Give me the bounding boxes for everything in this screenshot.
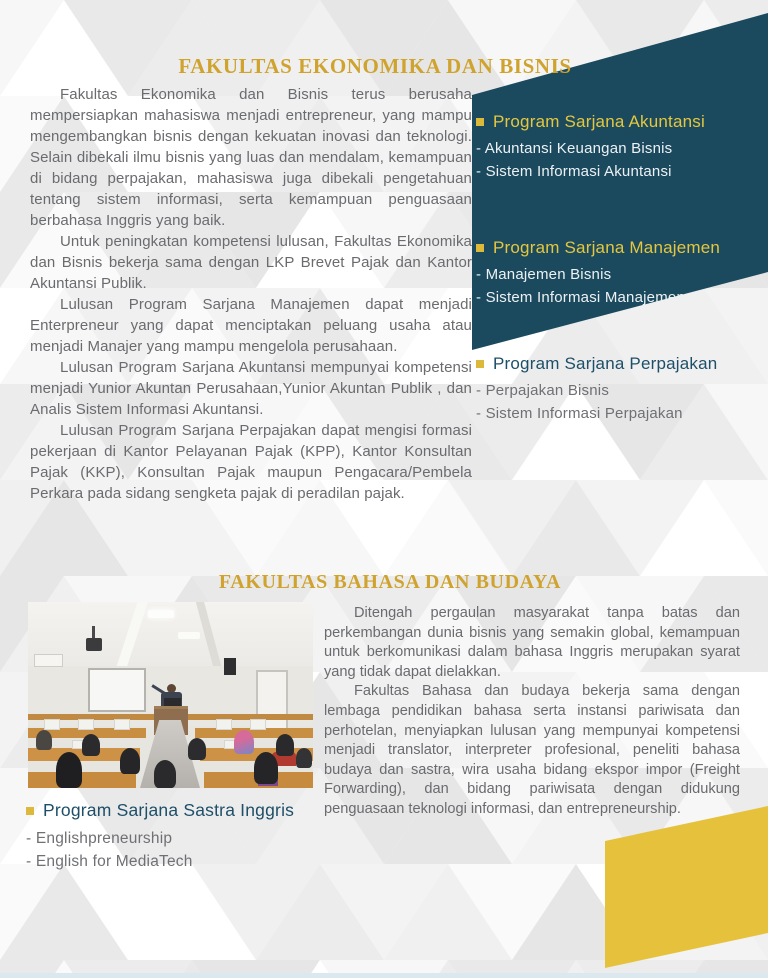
photo-student [296, 748, 312, 768]
paragraph: Lulusan Program Sarjana Akuntansi mempunyai kompetensi menjadi Yunior Akuntan Perusahaan,Yunior Akuntan Publik , dan Analis Sistem Informasi Akuntansi. [30, 359, 472, 418]
photo-student [120, 748, 140, 774]
program-item: - Sistem Informasi Perpajakan [476, 404, 683, 422]
photo-speaker [224, 658, 236, 675]
photo-monitor [44, 719, 60, 730]
fbb-section-title: FAKULTAS BAHASA DAN BUDAYA [218, 571, 562, 594]
photo-student [154, 760, 176, 788]
photo-monitor [250, 719, 266, 730]
paragraph: Lulusan Program Sarjana Manajemen dapat menjadi Enterpreneur yang dapat menciptakan peluang usaha atau menjadi Manajer yang mampu mengelola perusahaan. [30, 296, 472, 355]
program-title: Program Sarjana Sastra Inggris [43, 800, 295, 820]
photo-ceiling-light [178, 632, 200, 639]
paragraph: Ditengah pergaulan masyarakat tanpa batas dan perkembangan dunia bisnis yang semakin global, kemampuan untuk berkomunikasi dalam bahasa Inggris merupakan syarat yang tidak dapat dielakkan. [324, 605, 740, 680]
program-block-manajemen [476, 238, 720, 309]
square-bullet-icon [476, 360, 484, 368]
photo-monitor [114, 719, 130, 730]
photo-student [82, 734, 100, 756]
photo-student [276, 734, 294, 756]
photo-ceiling-light [148, 610, 174, 618]
photo-desk-row [28, 772, 136, 788]
square-bullet-icon [476, 244, 484, 252]
photo-student [36, 730, 52, 750]
square-bullet-icon [26, 807, 34, 815]
program-block-akuntansi [476, 112, 705, 183]
fbb-body-text [324, 604, 740, 820]
program-item: - Perpajakan Bisnis [476, 382, 610, 399]
photo-student [56, 752, 82, 788]
photo-monitor [78, 719, 94, 730]
program-block-perpajakan [476, 354, 717, 425]
feb-section-title: FAKULTAS EKONOMIKA DAN BISNIS [178, 54, 572, 79]
photo-student [188, 738, 206, 760]
program-item: - Manajemen Bisnis [476, 266, 612, 283]
photo-projector-mount [92, 626, 95, 638]
paragraph: Fakultas Ekonomika dan Bisnis terus berusaha mempersiapkan mahasiswa menjadi entrepreneur, yang mampu mengembangkan bisnis dengan kekuatan inovasi dan teknologi. Selain dibekali ilmu bisnis yang luas dan mendalam, kemampuan di bidang perpajakan, mahasiswa juga dibekali pengetahuan tentang sistem informasi, serta kemampuan penguasaan berbahasa Inggris yang baik. [30, 86, 472, 229]
program-item: - Englishpreneurship [26, 830, 173, 847]
photo-monitor [216, 719, 232, 730]
classroom-photo [28, 602, 313, 788]
program-title: Program Sarjana Manajemen [493, 238, 721, 257]
program-block-sastra-inggris [26, 800, 294, 873]
program-item: - Akuntansi Keuangan Bisnis [476, 140, 673, 157]
bottom-accent-strip [0, 973, 768, 978]
photo-projection-screen [88, 668, 146, 712]
photo-student-hijab [234, 730, 254, 754]
program-item: - Sistem Informasi Akuntansi [476, 162, 672, 180]
square-bullet-icon [476, 118, 484, 126]
program-item: - Sistem Informasi Manajemen [476, 288, 686, 306]
program-title: Program Sarjana Perpajakan [493, 354, 718, 373]
paragraph: Lulusan Program Sarjana Perpajakan dapat mengisi formasi pekerjaan di Kantor Pelayanan Pajak (KPP), Kantor Konsultan Pajak (KKP), Konsultan Pajak maupun Pengacara/Pembela Perkara pada sidang sengketa pajak di peradilan pajak. [30, 422, 472, 502]
photo-projector [86, 638, 102, 651]
photo-student [254, 752, 278, 784]
feb-body-text [30, 84, 472, 504]
program-title: Program Sarjana Akuntansi [493, 112, 705, 131]
photo-ac-unit [34, 654, 63, 667]
paragraph: Fakultas Bahasa dan budaya bekerja sama dengan lembaga pendidikan bahasa serta instansi pariwisata dan perhotelan, menyiapkan lulusan yang mempunyai kompetensi menjadi translator, interpreter profesional, peneliti bahasa budaya dan sastra, wira usaha bidang ekspor impor (Freight Forwarding), dan bidang pariwisata dengan didukung penguasaan teknologi informasi, dan entrepreneurship. [324, 683, 740, 817]
program-item: - English for MediaTech [26, 853, 193, 870]
paragraph: Untuk peningkatan kompetensi lulusan, Fakultas Ekonomika dan Bisnis bekerja sama dengan LKP Brevet Pajak dan Kantor Akuntansi Publik. [30, 233, 472, 292]
